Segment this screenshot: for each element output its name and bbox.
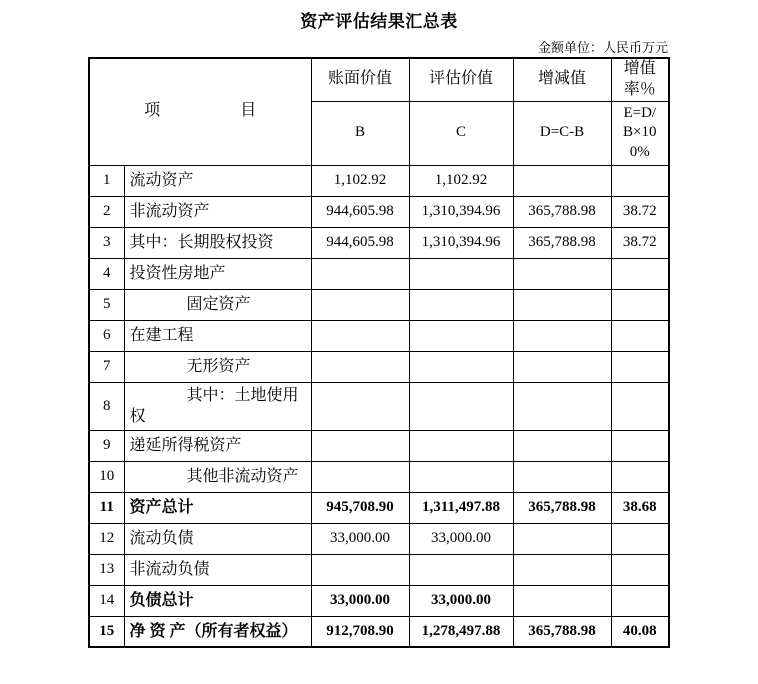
book-value-cell	[311, 461, 409, 492]
row-number: 13	[89, 554, 124, 585]
change-value-cell: 365,788.98	[513, 196, 611, 227]
row-number: 10	[89, 461, 124, 492]
change-value-cell	[513, 165, 611, 196]
header-item: 项 目	[89, 58, 311, 165]
assessed-value-cell	[409, 258, 513, 289]
row-item-label: 净 资 产（所有者权益）	[124, 616, 311, 647]
table-row	[89, 585, 669, 616]
table-row	[89, 351, 669, 382]
book-value-cell	[311, 289, 409, 320]
table-row	[89, 523, 669, 554]
row-item-label: 递延所得税资产	[124, 430, 311, 461]
header-formula-d: D=C-B	[513, 101, 611, 165]
rate-cell: 40.08	[611, 616, 669, 647]
rate-cell: 38.72	[611, 227, 669, 258]
assessed-value-cell: 1,278,497.88	[409, 616, 513, 647]
change-value-cell	[513, 258, 611, 289]
assessed-value-cell: 1,310,394.96	[409, 196, 513, 227]
rate-cell: 38.68	[611, 492, 669, 523]
book-value-cell	[311, 382, 409, 430]
assessed-value-cell	[409, 382, 513, 430]
change-value-cell	[513, 523, 611, 554]
rate-cell	[611, 289, 669, 320]
rate-cell	[611, 351, 669, 382]
table-header	[89, 58, 669, 165]
asset-valuation-table	[88, 57, 670, 648]
header-formula-b: B	[311, 101, 409, 165]
change-value-cell	[513, 430, 611, 461]
row-number: 5	[89, 289, 124, 320]
table-row	[89, 554, 669, 585]
table-row	[89, 165, 669, 196]
row-number: 2	[89, 196, 124, 227]
book-value-cell: 1,102.92	[311, 165, 409, 196]
assessed-value-cell: 1,102.92	[409, 165, 513, 196]
row-item-label: 资产总计	[124, 492, 311, 523]
row-number: 15	[89, 616, 124, 647]
table-row	[89, 616, 669, 647]
book-value-cell	[311, 430, 409, 461]
book-value-cell: 912,708.90	[311, 616, 409, 647]
change-value-cell	[513, 351, 611, 382]
row-number: 7	[89, 351, 124, 382]
change-value-cell	[513, 382, 611, 430]
rate-cell	[611, 165, 669, 196]
row-number: 8	[89, 382, 124, 430]
change-value-cell	[513, 554, 611, 585]
row-item-label: 无形资产	[124, 351, 311, 382]
rate-cell	[611, 554, 669, 585]
assessed-value-cell: 33,000.00	[409, 523, 513, 554]
row-item-label: 在建工程	[124, 320, 311, 351]
assessed-value-cell: 1,311,497.88	[409, 492, 513, 523]
header-change-value: 增减值	[513, 58, 611, 101]
row-item-label: 其他非流动资产	[124, 461, 311, 492]
change-value-cell	[513, 289, 611, 320]
table-row	[89, 227, 669, 258]
table-row	[89, 196, 669, 227]
unit-note: 金额单位：人民币万元	[537, 40, 668, 55]
row-number: 3	[89, 227, 124, 258]
assessed-value-cell	[409, 430, 513, 461]
book-value-cell	[311, 320, 409, 351]
table-body	[89, 165, 669, 647]
change-value-cell: 365,788.98	[513, 492, 611, 523]
rate-cell: 38.72	[611, 196, 669, 227]
assessed-value-cell	[409, 351, 513, 382]
row-item-label: 其中：土地使用权	[124, 382, 311, 430]
rate-cell	[611, 430, 669, 461]
change-value-cell	[513, 461, 611, 492]
assessed-value-cell	[409, 461, 513, 492]
row-item-label: 非流动资产	[124, 196, 311, 227]
row-number: 4	[89, 258, 124, 289]
assessed-value-cell	[409, 289, 513, 320]
change-value-cell: 365,788.98	[513, 227, 611, 258]
table-row	[89, 382, 669, 430]
rate-cell	[611, 320, 669, 351]
book-value-cell: 33,000.00	[311, 523, 409, 554]
row-item-label: 固定资产	[124, 289, 311, 320]
header-book-value: 账面价值	[311, 58, 409, 101]
change-value-cell: 365,788.98	[513, 616, 611, 647]
rate-cell	[611, 258, 669, 289]
table-row	[89, 289, 669, 320]
book-value-cell	[311, 258, 409, 289]
assessed-value-cell	[409, 320, 513, 351]
table-row	[89, 461, 669, 492]
book-value-cell	[311, 554, 409, 585]
table-row	[89, 258, 669, 289]
header-formula-c: C	[409, 101, 513, 165]
row-number: 9	[89, 430, 124, 461]
table-row	[89, 430, 669, 461]
rate-cell	[611, 461, 669, 492]
assessed-value-cell: 1,310,394.96	[409, 227, 513, 258]
row-number: 14	[89, 585, 124, 616]
row-item-label: 其中：长期股权投资	[124, 227, 311, 258]
row-item-label: 流动资产	[124, 165, 311, 196]
page-title: 资产评估结果汇总表	[300, 12, 458, 31]
header-appreciation-rate: 增值率％	[611, 58, 669, 101]
rate-cell	[611, 585, 669, 616]
book-value-cell: 944,605.98	[311, 196, 409, 227]
row-item-label: 投资性房地产	[124, 258, 311, 289]
assessed-value-cell: 33,000.00	[409, 585, 513, 616]
assessed-value-cell	[409, 554, 513, 585]
table-row	[89, 320, 669, 351]
row-number: 1	[89, 165, 124, 196]
change-value-cell	[513, 585, 611, 616]
book-value-cell: 944,605.98	[311, 227, 409, 258]
row-item-label: 负债总计	[124, 585, 311, 616]
header-formula-e: E=D/B×100%	[611, 101, 669, 165]
book-value-cell: 33,000.00	[311, 585, 409, 616]
row-number: 12	[89, 523, 124, 554]
book-value-cell: 945,708.90	[311, 492, 409, 523]
header-assessed-value: 评估价值	[409, 58, 513, 101]
change-value-cell	[513, 320, 611, 351]
row-number: 6	[89, 320, 124, 351]
book-value-cell	[311, 351, 409, 382]
row-item-label: 非流动负债	[124, 554, 311, 585]
rate-cell	[611, 523, 669, 554]
row-number: 11	[89, 492, 124, 523]
rate-cell	[611, 382, 669, 430]
table-row	[89, 492, 669, 523]
row-item-label: 流动负债	[124, 523, 311, 554]
